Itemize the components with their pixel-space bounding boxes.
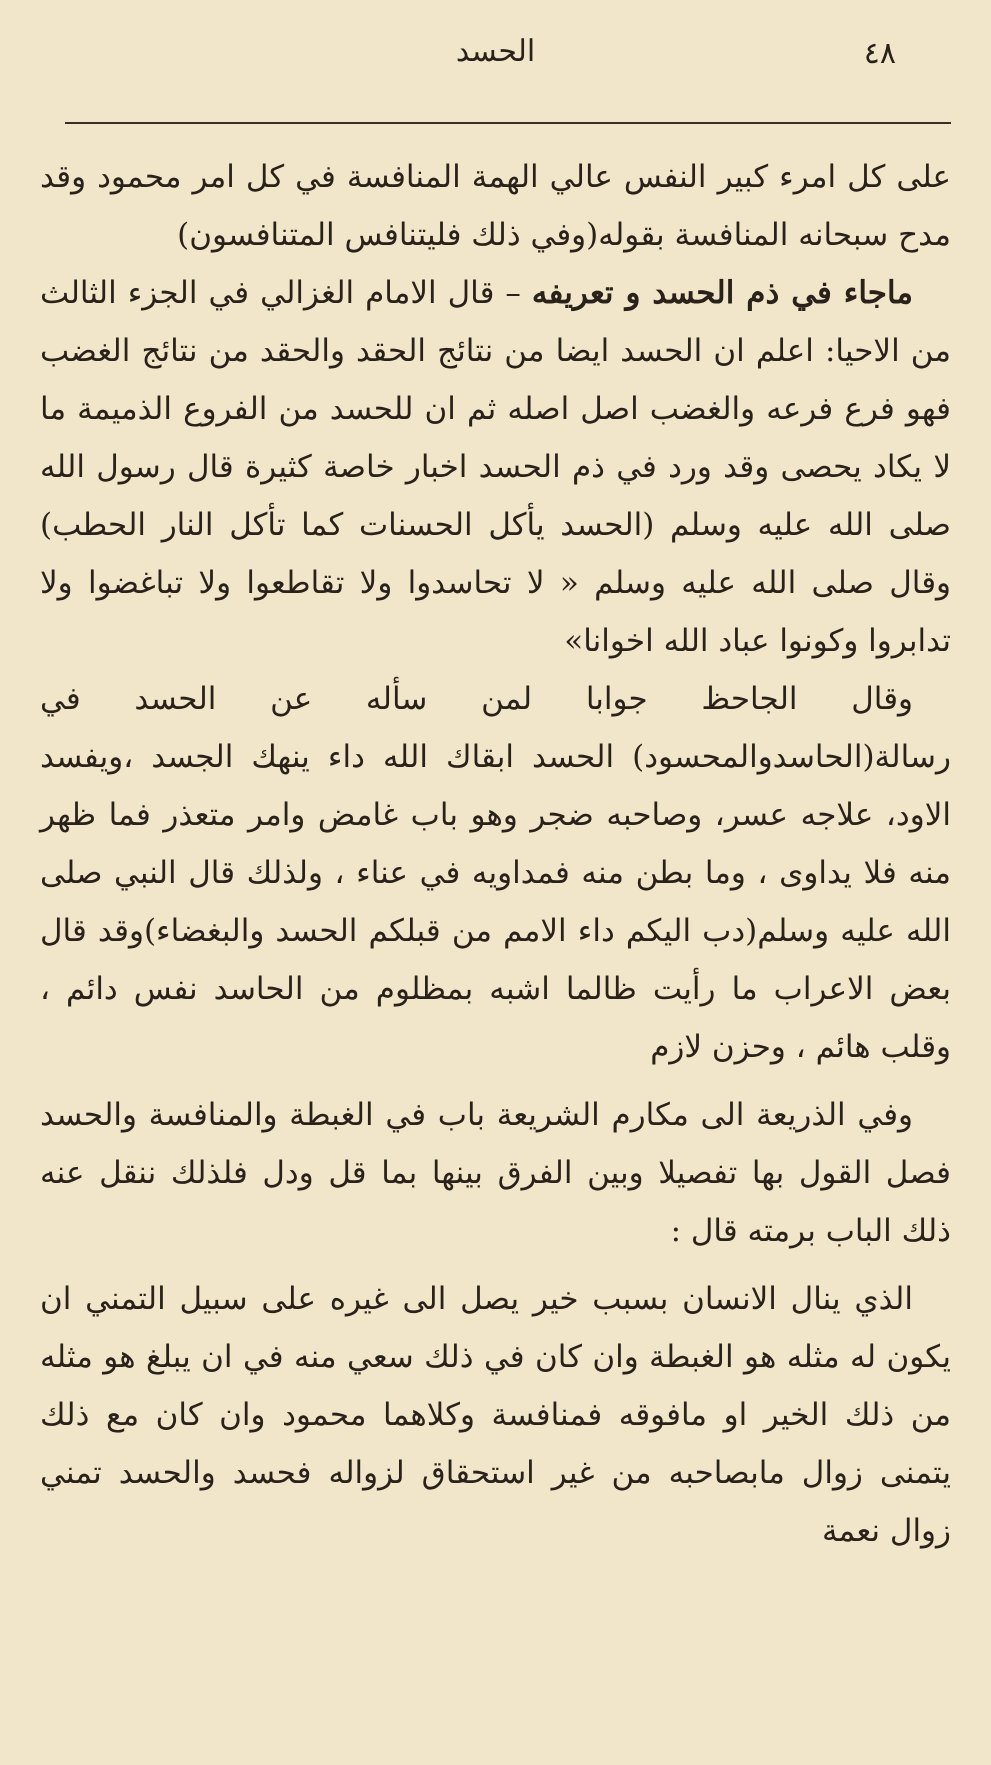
paragraph-5: الذي ينال الانسان بسبب خير يصل الى غيره على سبيل التمني ان يكون له مثله هو الغبطة وان كان في ذلك سعي منه في ان يبلغ هو مثله من ذلك الخير او مافوقه فمنافسة وكلاهما محمود وان كان مع ذلك يتمنى زوال مابصاحبه من غير استحقاق لزواله فحسد والحسد تمني زوال نعمة — [40, 1281, 951, 1549]
paragraph-1: على كل امرء كبير النفس عالي الهمة المنافسة في كل امر محمود وقد مدح سبحانه المنافسة بقوله(وفي ذلك فليتنافس المتنافسون) — [40, 159, 951, 253]
section-heading: ماجاء في ذم الحسد و تعريفه — [531, 275, 914, 311]
paragraph-4: وفي الذريعة الى مكارم الشريعة باب في الغبطة والمنافسة والحسد فصل القول بها تفصيلا وبين الفرق بينها بما قل ودل فلذلك ننقل عنه ذلك الباب برمته قال : — [40, 1097, 951, 1249]
running-title: الحسد — [455, 34, 536, 69]
paragraph-3: وقال الجاحظ جوابا لمن سأله عن الحسد في رسالة(الحاسدوالمحسود) الحسد ابقاك الله داء ينهك الجسد ،ويفسد الاود، علاجه عسر، وصاحبه ضجر وهو باب غامض وامر متعذر فما ظهر منه فلا يداوى ، وما بطن منه فمداويه في عناء ، ولذلك قال النبي صلى الله عليه وسلم(دب اليكم داء الامم من قبلكم الحسد والبغضاء)وقد قال بعض الاعراب ما رأيت ظالما اشبه بمظلوم من الحاسد نفس دائم ، وقلب هائم ، وحزن لازم — [40, 681, 951, 1065]
page-header — [30, 30, 961, 80]
paragraph-2 — [40, 264, 951, 670]
body-text — [40, 148, 951, 1560]
page-number: ٤٨ — [863, 36, 896, 71]
paragraph-2-text: – قال الامام الغزالي في الجزء الثالث من الاحيا: اعلم ان الحسد ايضا من نتائج الحقد والحقد من نتائج الغضب فهو فرع فرعه والغضب اصل اصله ثم ان للحسد من الفروع الذميمة ما لا يكاد يحصى وقد ورد في ذم الحسد اخبار خاصة كثيرة قال رسول الله صلى الله عليه وسلم (الحسد يأكل الحسنات كما تأكل النار الحطب) وقال صلى الله عليه وسلم « لا تحاسدوا ولا تقاطعوا ولا تباغضوا ولا تدابروا وكونوا عباد الله اخوانا» — [40, 275, 951, 659]
header-rule — [65, 122, 951, 124]
